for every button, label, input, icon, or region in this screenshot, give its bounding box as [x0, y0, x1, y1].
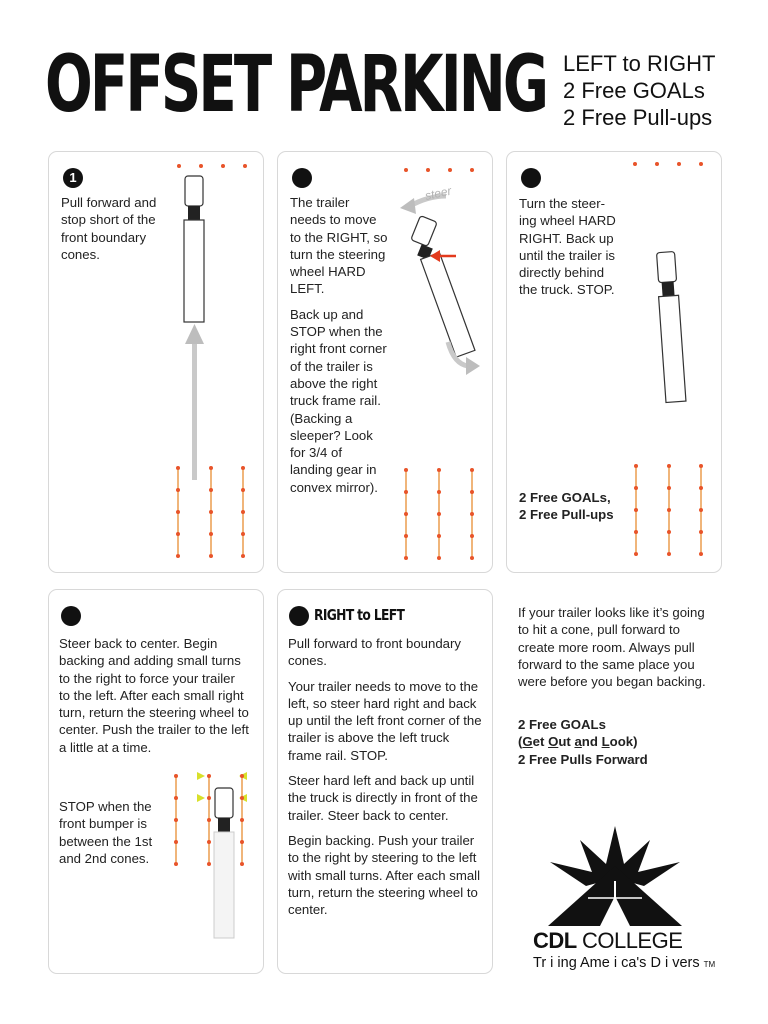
step-4-text-b: STOP when the front bumper is between the 1st and 2nd cones.	[59, 799, 153, 866]
subtitle-line-3: 2 Free Pull-ups	[563, 105, 713, 130]
cdl-college-logo-emblem	[540, 826, 690, 930]
logo-name-cdl: CDL	[533, 928, 577, 953]
step-2-panel	[277, 151, 493, 573]
right-to-left-paragraph-4: Begin backing. Push your trailer to the right by steering to the left with small turns. After each small turn, return the steering wheel to center.	[288, 832, 481, 918]
right-to-left-paragraph-3: Steer hard left and back up until the truck is directly in front of the trailer. Steer back to center.	[288, 773, 478, 823]
right-to-left-title: RIGHT to LEFT	[314, 606, 405, 624]
tips-goal-line-1: 2 Free GOALs	[518, 717, 606, 732]
jackknifed-rig	[411, 216, 475, 358]
step-4-text-a: Steer back to center. Begin backing and adding small turns to the right to force your trailer to the left. After each small right turn, return the steering wheel to center. Push the trailer to the left a little at a time.	[59, 636, 249, 755]
right-to-left-bullet	[289, 606, 309, 626]
step-2-paragraph-2: Back up and STOP when the right front corner of the trailer is above the right truck frame rail. (Backing a sleeper? Look for 3/4 of landing gear in convex mirror).	[290, 306, 387, 495]
boundary-cones-rear	[634, 464, 703, 556]
right-to-left-panel	[277, 589, 493, 974]
step-3-text: Turn the steer-ing wheel HARD RIGHT. Back up until the trailer is directly behind the truck. STOP.	[519, 196, 616, 298]
right-to-left-paragraph-1: Pull forward to front boundary cones.	[288, 636, 461, 669]
logo-name-college: COLLEGE	[581, 928, 683, 953]
step-1-panel	[48, 151, 264, 573]
aligned-rig	[656, 251, 686, 402]
step-1-text: Pull forward and stop short of the front boundary cones.	[61, 195, 157, 262]
step-1-diagram	[49, 152, 263, 572]
subtitle-line-2: 2 Free GOALs	[563, 78, 705, 103]
front-boundary-cones	[177, 164, 247, 168]
steer-label: steer	[423, 183, 453, 203]
logo-tagline-text: Tr i ing Ame i ca's D i vers	[533, 955, 700, 971]
boundary-cones-rear	[404, 468, 474, 560]
truck-rig	[184, 176, 204, 322]
tips-goal-line-2: (Get Out and Look)	[518, 734, 638, 750]
step-3-note-line-2: 2 Free Pull-ups	[519, 507, 614, 523]
tips-text: If your trailer looks like it’s going to hit a cone, pull forward to create more room. Always pull forward to the same place you were before you began backing.	[518, 605, 706, 690]
boundary-cones-rear	[176, 466, 245, 558]
page-subtitle	[563, 50, 715, 131]
step-1-number: 1	[63, 168, 83, 188]
tips-goal-line-3: 2 Free Pulls Forward	[518, 751, 648, 767]
tips-goals	[518, 716, 714, 768]
right-to-left-text	[288, 635, 484, 926]
step-4-panel	[48, 589, 264, 974]
step-3-panel	[506, 151, 722, 573]
page-title: OFFSET PARKING	[45, 40, 547, 130]
logo-trademark: TM	[703, 960, 716, 969]
pull-forward-arrow	[185, 324, 204, 480]
front-boundary-cones	[633, 162, 703, 166]
step-2-paragraph-1: The trailer needs to move to the RIGHT, so turn the steering wheel HARD LEFT.	[290, 195, 388, 297]
right-to-left-paragraph-2: Your trailer needs to move to the left, so steer hard right and back up until the left front corner of the trailer is above the left truck frame rail. STOP.	[288, 678, 482, 763]
front-boundary-cones	[404, 168, 474, 172]
step-4-diagram	[49, 590, 263, 973]
logo-name	[533, 928, 682, 954]
steer-arrow	[400, 183, 454, 214]
step-3-note-line-1: 2 Free GOALs,	[519, 490, 611, 505]
logo-tagline	[533, 955, 715, 971]
step-2-diagram	[278, 152, 492, 572]
subtitle-line-1: LEFT to RIGHT	[563, 51, 716, 76]
parked-rig	[214, 788, 234, 938]
step-3-diagram	[507, 152, 721, 572]
